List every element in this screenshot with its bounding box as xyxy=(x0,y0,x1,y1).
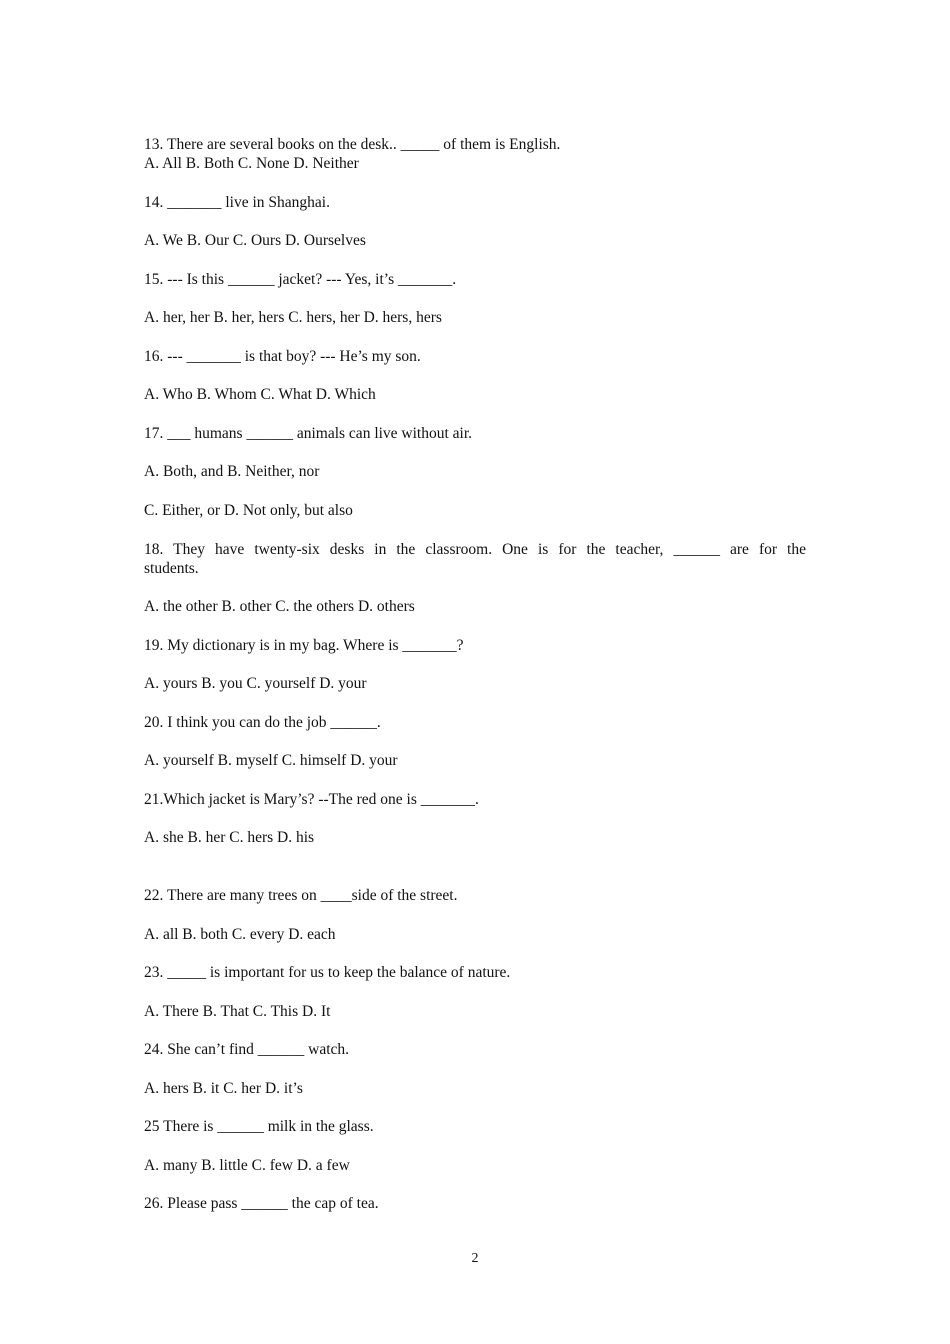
question-25: 25 There is ______ milk in the glass. xyxy=(144,1118,374,1135)
question-23: 23. _____ is important for us to keep the balance of nature. xyxy=(144,964,511,981)
question-19-options: A. yours B. you C. yourself D. your xyxy=(144,675,367,692)
question-17: 17. ___ humans ______ animals can live without air. xyxy=(144,425,473,442)
question-21: 21.Which jacket is Mary’s? --The red one is _______. xyxy=(144,791,479,808)
question-19: 19. My dictionary is in my bag. Where is _______? xyxy=(144,637,464,654)
question-26: 26. Please pass ______ the cap of tea. xyxy=(144,1195,379,1212)
question-15: 15. --- Is this ______ jacket? --- Yes, it’s _______. xyxy=(144,271,457,288)
question-20-options: A. yourself B. myself C. himself D. your xyxy=(144,752,398,769)
question-22-options: A. all B. both C. every D. each xyxy=(144,926,336,943)
question-17-options-a-b: A. Both, and B. Neither, nor xyxy=(144,463,320,480)
question-18-line-2: students. xyxy=(144,560,199,577)
question-20: 20. I think you can do the job ______. xyxy=(144,714,381,731)
question-15-options: A. her, her B. her, hers C. hers, her D. hers, hers xyxy=(144,309,442,326)
question-14-options: A. We B. Our C. Ours D. Ourselves xyxy=(144,232,366,249)
question-14: 14. _______ live in Shanghai. xyxy=(144,194,330,211)
question-16-options: A. Who B. Whom C. What D. Which xyxy=(144,386,376,403)
question-17-options-c-d: C. Either, or D. Not only, but also xyxy=(144,502,353,519)
question-18-options: A. the other B. other C. the others D. others xyxy=(144,598,415,615)
question-21-options: A. she B. her C. hers D. his xyxy=(144,829,315,846)
question-13: 13. There are several books on the desk.. _____ of them is English. xyxy=(144,136,561,153)
question-23-options: A. There B. That C. This D. It xyxy=(144,1003,331,1020)
question-25-options: A. many B. little C. few D. a few xyxy=(144,1157,350,1174)
question-16: 16. --- _______ is that boy? --- He’s my son. xyxy=(144,348,421,365)
question-24: 24. She can’t find ______ watch. xyxy=(144,1041,350,1058)
question-24-options: A. hers B. it C. her D. it’s xyxy=(144,1080,303,1097)
question-13-options: A. All B. Both C. None D. Neither xyxy=(144,155,359,172)
page-number: 2 xyxy=(471,1251,479,1266)
question-18-line-1: 18. They have twenty-six desks in the classroom. One is for the teacher, ______ are for the xyxy=(144,541,806,558)
question-22: 22. There are many trees on ____side of the street. xyxy=(144,887,458,904)
